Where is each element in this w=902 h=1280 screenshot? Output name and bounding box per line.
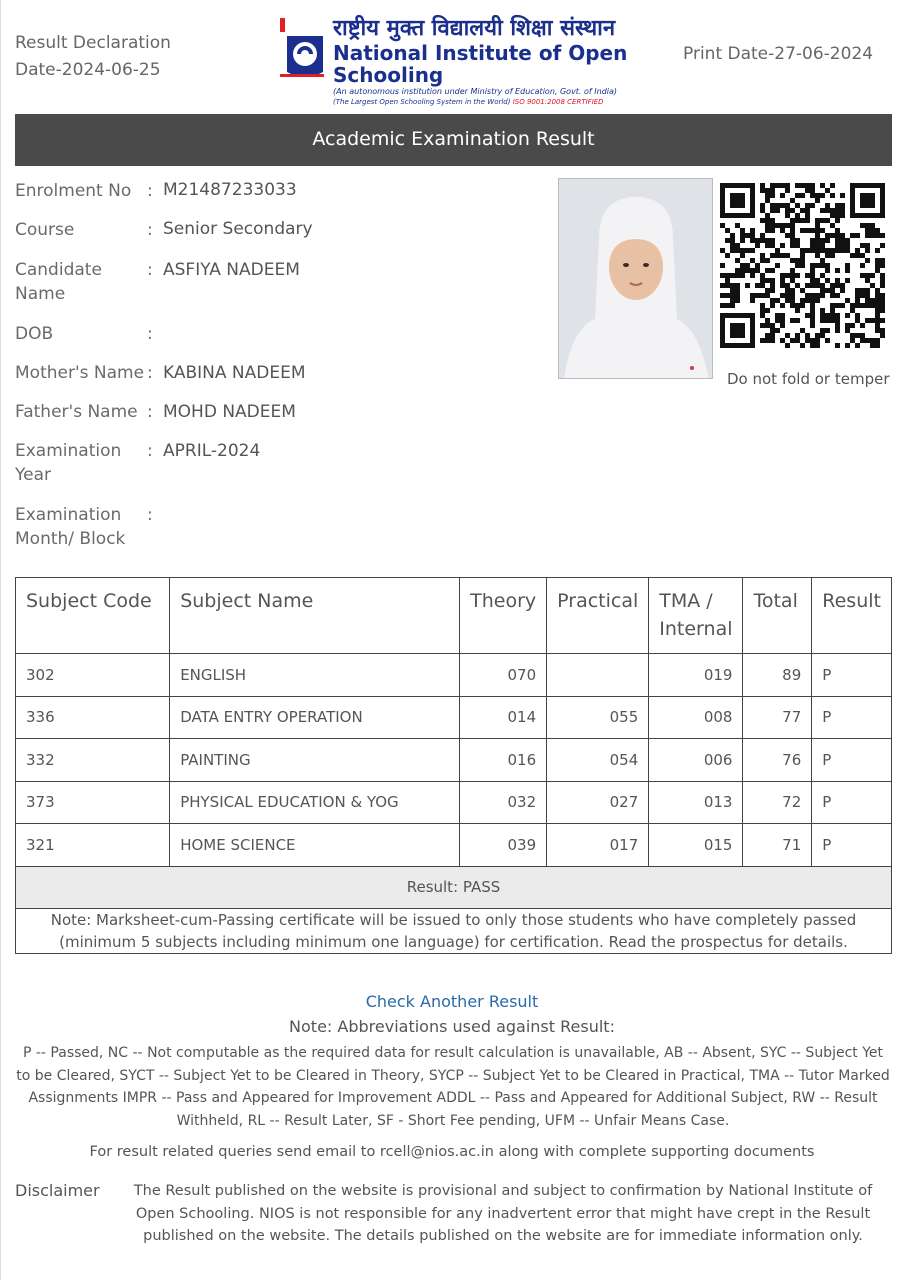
practical-cell — [547, 654, 649, 697]
enrolment-label: Enrolment No — [15, 181, 132, 201]
theory-cell: 016 — [460, 739, 547, 782]
abbreviations-title: Note: Abbreviations used against Result: — [289, 1017, 615, 1036]
logo-tagline — [333, 97, 677, 108]
result-cell: P — [812, 696, 892, 739]
fold-note: Do not fold or temper — [727, 370, 890, 388]
nios-emblem-icon — [277, 16, 329, 84]
subject-name-cell: PHYSICAL EDUCATION & YOG — [170, 781, 460, 824]
father-name-value: MOHD NADEEM — [163, 402, 296, 422]
header-total: Total — [743, 578, 812, 654]
subject-code-cell: 336 — [16, 696, 170, 739]
header-subject-name: Subject Name — [170, 578, 460, 654]
subject-name-cell: DATA ENTRY OPERATION — [170, 696, 460, 739]
header-tma-internal: TMA / Internal — [649, 578, 743, 654]
disclaimer-text: The Result published on the website is provisional and subject to confirmation by National Institute of Open Schooling. NIOS is not responsible for any inadvertent error that might have crept in the Result published on the website. The details published on the website are for immediate information only. — [133, 1183, 873, 1244]
subject-name-cell: PAINTING — [170, 739, 460, 782]
theory-cell: 039 — [460, 824, 547, 867]
tma-cell: 013 — [649, 781, 743, 824]
result-declaration — [15, 30, 171, 84]
table-header-row — [16, 578, 892, 654]
qr-finder-pattern — [723, 316, 753, 346]
check-another-result-link[interactable]: Check Another Result — [365, 992, 539, 1011]
qr-finder-pattern — [853, 186, 883, 216]
tma-cell: 006 — [649, 739, 743, 782]
subject-code-cell: 332 — [16, 739, 170, 782]
mother-name-value: KABINA NADEEM — [163, 363, 306, 383]
subject-code-cell: 302 — [16, 654, 170, 697]
subject-name-cell: HOME SCIENCE — [170, 824, 460, 867]
qr-code — [718, 181, 887, 352]
colon: : — [147, 402, 153, 422]
header-result: Result — [812, 578, 892, 654]
header-practical: Practical — [547, 578, 649, 654]
tma-cell: 015 — [649, 824, 743, 867]
candidate-photo — [558, 178, 713, 379]
practical-cell: 027 — [547, 781, 649, 824]
candidate-label: Candidate Name — [15, 260, 102, 304]
result-cell: P — [812, 739, 892, 782]
result-summary-row — [16, 866, 892, 909]
tma-cell: 019 — [649, 654, 743, 697]
nios-logo — [277, 14, 677, 106]
subject-name-cell: ENGLISH — [170, 654, 460, 697]
total-cell: 89 — [743, 654, 812, 697]
table-row — [16, 781, 892, 824]
qr-finder-pattern — [723, 186, 753, 216]
logo-iso-text: ISO 9001:2008 CERTIFIED — [512, 98, 604, 106]
dob-label: DOB — [15, 324, 54, 344]
course-value: Senior Secondary — [163, 219, 313, 239]
total-cell: 77 — [743, 696, 812, 739]
enrolment-value: M21487233033 — [163, 180, 297, 200]
logo-english-part1: National Institute of — [333, 41, 569, 65]
declaration-label: Result Declaration — [15, 33, 171, 53]
colon: : — [147, 324, 153, 344]
subject-code-cell: 373 — [16, 781, 170, 824]
colon: : — [147, 260, 153, 280]
abbreviations-text: P -- Passed, NC -- Not computable as the required data for result calculation is unavailable, AB -- Absent, SYC -- Subject Yet to be Cleared, SYCT -- Subject Yet to be Cleared in Theory, SYCP -- Subject Yet to be Cleared in Practical, TMA -- Tutor Marked Assignments IMPR -- Pass and Appeared for Improvement ADDL -- Pass and Appeared for Additional Subject, RW -- Result Withheld, RL -- Result Later, SF - Short Fee pending, UFM -- Unfair Means Case. — [16, 1045, 890, 1129]
marks-table — [15, 577, 892, 954]
total-cell: 76 — [743, 739, 812, 782]
logo-subtitle: (An autonomous institution under Ministry of Education, Govt. of India) — [333, 87, 618, 96]
colon: : — [147, 220, 153, 240]
certificate-note: Note: Marksheet-cum-Passing certificate will be issued to only those students who have completely passed (minimum 5 subjects including minimum one language) for certification. Read the prospectus for details. — [16, 909, 892, 954]
note-row — [16, 909, 892, 954]
header-theory: Theory — [460, 578, 547, 654]
table-row — [16, 739, 892, 782]
page-title: Academic Examination Result — [15, 114, 892, 166]
total-cell: 72 — [743, 781, 812, 824]
logo-hindi-text: राष्ट्रीय मुक्त विद्यालयी शिक्षा संस्थान — [333, 15, 616, 41]
candidate-value: ASFIYA NADEEM — [163, 260, 300, 280]
exam-year-value: APRIL-2024 — [163, 441, 261, 461]
colon: : — [147, 181, 153, 201]
father-name-label: Father's Name — [15, 402, 138, 422]
result-cell: P — [812, 781, 892, 824]
table-row — [16, 824, 892, 867]
queries-text: For result related queries send email to rcell@nios.ac.in along with complete supporting documents — [89, 1144, 815, 1160]
logo-tagline-text: (The Largest Open Schooling System in the World) — [333, 98, 511, 106]
colon: : — [147, 363, 153, 383]
exam-month-label: Examination Month/ Block — [15, 505, 126, 549]
exam-year-label: Examination Year — [15, 441, 122, 485]
practical-cell: 055 — [547, 696, 649, 739]
candidate-photo-image — [559, 179, 713, 379]
logo-english-text — [333, 42, 677, 86]
theory-cell: 070 — [460, 654, 547, 697]
header-subject-code: Subject Code — [16, 578, 170, 654]
logo-english-part2: Open Schooling — [333, 41, 628, 87]
colon: : — [147, 505, 153, 525]
mother-name-label: Mother's Name — [15, 363, 145, 383]
practical-cell: 017 — [547, 824, 649, 867]
table-row — [16, 654, 892, 697]
total-cell: 71 — [743, 824, 812, 867]
table-row — [16, 696, 892, 739]
colon: : — [147, 441, 153, 461]
course-label: Course — [15, 220, 75, 240]
practical-cell: 054 — [547, 739, 649, 782]
subject-code-cell: 321 — [16, 824, 170, 867]
disclaimer-label: Disclaimer — [15, 1181, 100, 1200]
theory-cell: 032 — [460, 781, 547, 824]
result-summary: Result: PASS — [16, 866, 892, 909]
tma-cell: 008 — [649, 696, 743, 739]
result-cell: P — [812, 654, 892, 697]
qr-code-image — [718, 181, 887, 352]
declaration-date: Date-2024-06-25 — [15, 60, 161, 80]
print-date: Print Date-27-06-2024 — [683, 44, 874, 64]
theory-cell: 014 — [460, 696, 547, 739]
result-cell: P — [812, 824, 892, 867]
